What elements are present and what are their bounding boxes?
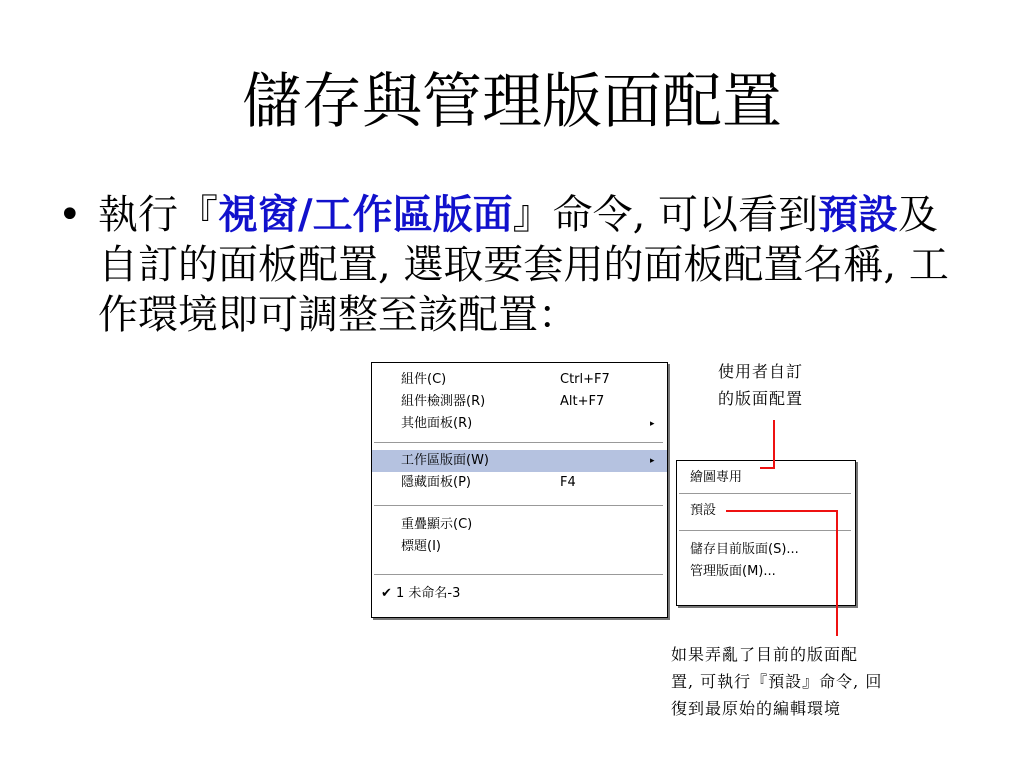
callout-reset-default: [671, 641, 961, 722]
window-menu: [371, 362, 668, 618]
submenu-separator: [679, 493, 851, 494]
bullet-text: [98, 190, 978, 340]
workspace-layout-submenu: [676, 460, 856, 606]
menu-item-document-untitled[interactable]: [372, 583, 667, 605]
menu-item-other-panels[interactable]: [372, 413, 667, 435]
submenu-item-label: 繪圖專用: [690, 470, 743, 485]
menu-item-workspace-layout[interactable]: [372, 450, 667, 472]
menu-separator: [374, 574, 663, 575]
callout-line: 復到最原始的編輯環境: [671, 699, 842, 718]
submenu-item-label: 儲存目前版面(S)...: [690, 542, 799, 557]
menu-item-shortcut: Ctrl+F7: [560, 372, 610, 387]
leader-line-top-vertical: [773, 420, 775, 468]
submenu-item-save-layout[interactable]: [690, 539, 799, 561]
menu-item-components[interactable]: [372, 369, 667, 391]
menu-item-component-inspector[interactable]: [372, 391, 667, 413]
default-highlight: 預設: [818, 191, 899, 238]
callout-line: 使用者自訂: [718, 362, 804, 381]
leader-line-bottom-vertical: [836, 510, 838, 636]
submenu-item-drawing[interactable]: [690, 467, 742, 489]
bullet-text-part: 執行『: [98, 192, 218, 238]
checkmark-icon: ✔: [381, 586, 392, 601]
submenu-item-label: 管理版面(M)...: [690, 564, 776, 579]
callout-line: 置, 可執行『預設』命令, 回: [671, 672, 883, 691]
menu-item-shortcut: F4: [560, 475, 576, 490]
menu-item-label: 隱藏面板(P): [401, 475, 471, 490]
submenu-arrow-icon: ▸: [650, 419, 655, 429]
bullet-text-part: 』命令, 可以看到: [512, 192, 819, 238]
menu-item-label: 工作區版面(W): [401, 453, 489, 468]
submenu-item-manage-layout[interactable]: [690, 561, 776, 583]
bullet-text-part: 及自訂的面板配置, 選取要套用的面板配置名稱, 工作環境即可調整至該配置：: [98, 192, 949, 338]
menu-item-label: 標題(I): [401, 539, 441, 554]
menu-item-hide-panels[interactable]: [372, 472, 667, 494]
slide-title: 儲存與管理版面配置: [242, 67, 782, 137]
menu-item-cascade[interactable]: [372, 514, 667, 536]
menu-item-label: 1 未命名-3: [396, 586, 461, 601]
leader-line-bottom-horizontal: [726, 510, 838, 512]
submenu-item-label: 預設: [690, 503, 717, 518]
submenu-separator: [679, 530, 851, 531]
submenu-item-default[interactable]: [690, 500, 716, 522]
submenu-arrow-icon: ▸: [650, 456, 655, 466]
menu-path-highlight: 視窗/工作區版面: [218, 191, 513, 238]
menu-separator: [374, 442, 663, 443]
leader-line-top-horizontal: [760, 467, 775, 469]
menu-separator: [374, 505, 663, 506]
menu-item-label: 組件(C): [401, 372, 447, 387]
callout-custom-layout: [718, 358, 868, 412]
menu-item-label: 其他面板(R): [401, 416, 473, 431]
bullet-icon: •: [58, 192, 82, 238]
menu-item-tile[interactable]: [372, 536, 667, 558]
callout-line: 如果弄亂了目前的版面配: [671, 645, 859, 664]
menu-item-shortcut: Alt+F7: [560, 394, 605, 409]
callout-line: 的版面配置: [718, 389, 804, 408]
menu-item-label: 重疊顯示(C): [401, 517, 473, 532]
menu-item-label: 組件檢測器(R): [401, 394, 486, 409]
